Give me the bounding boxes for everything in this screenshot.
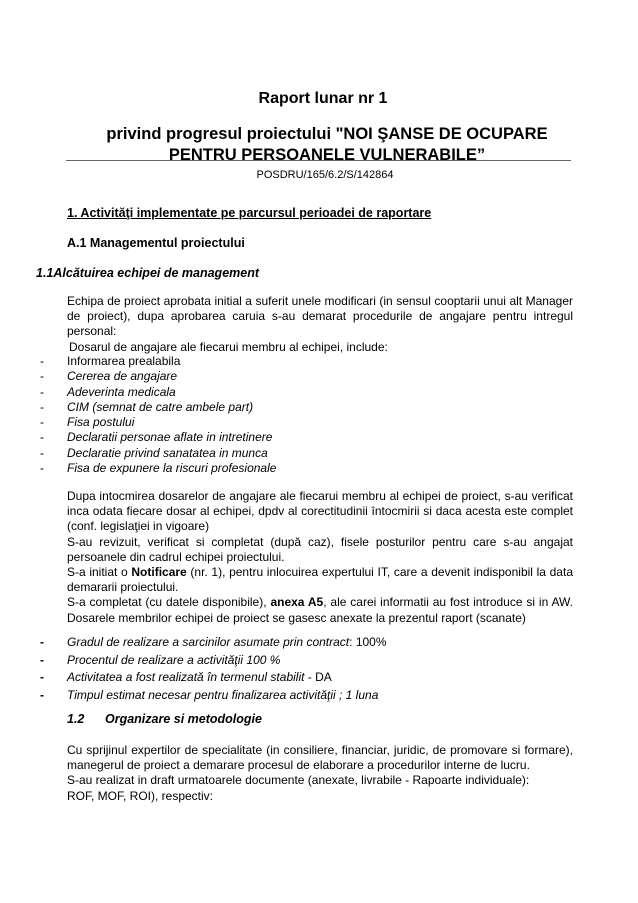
- list-item: - Timpul estimat necesar pentru finalizarea activităţii ; 1 luna: [40, 687, 379, 702]
- paragraph-text: S-au revizuit, verificat si completat (după caz), fisele posturilor pentru care s-au angajat persoanele din cadrul echipei proiectului.: [67, 534, 573, 564]
- paragraph-text: S-a initiat o Notificare (nr. 1), pentru inlocuirea expertului IT, care a devenit indisponibil la data demararii proiectului.: [67, 565, 573, 595]
- list-item: - Declaratie privind sanatatea in munca: [40, 445, 268, 460]
- list-item: - Declaratii personae aflate in intretinere: [40, 430, 273, 445]
- paragraph-text: S-au realizat in draft urmatoarele documente (anexate, livrabile - Rapoarte individuale):: [67, 773, 530, 788]
- section-1-heading: 1. Activităţi implementate pe parcursul perioadei de raportare: [67, 206, 432, 220]
- project-code: POSDRU/165/6.2/S/142864: [256, 169, 394, 181]
- list-item: - Fisa postului: [40, 415, 135, 430]
- intro-text: Echipa de proiect aprobata initial a suferit unele modificari (in sensul cooptarii unui alt Manager de proiect), dupa aprobarea caruia s-au demarat procedurile de angajare pentru intregul personal:: [67, 294, 573, 339]
- list-item: - Adeverinta medicala: [40, 384, 176, 399]
- annex-term: anexa A5: [270, 595, 324, 610]
- header-divider: [66, 160, 571, 161]
- list-item: - Procentul de realizare a activităţii 100 %: [40, 652, 281, 667]
- report-subtitle-line2: PENTRU PERSOANELE VULNERABILE”: [168, 146, 486, 164]
- list-item: - Activitatea a fost realizată în termenul stabilit - DA: [40, 670, 332, 684]
- list-item: - Fisa de expunere la riscuri profesionale: [40, 461, 277, 476]
- paragraph-text: ROF, MOF, ROI), respectiv:: [67, 788, 214, 803]
- methodology-paragraph: [67, 743, 573, 804]
- employment-documents-list: [40, 354, 276, 476]
- list-item: - Informarea prealabila: [40, 354, 181, 368]
- section-1-2-heading: [67, 712, 262, 726]
- paragraph-text: Cu sprijinul expertilor de specialitate (in consiliere, financiar, juridic, de promovare si formare), manegerul de proiect a demarare procesul de elaborare a procedurilor interne de lucru.: [67, 743, 573, 773]
- notification-term: Notificare: [131, 565, 187, 580]
- intro-paragraph: [67, 294, 573, 355]
- list-item: - Gradul de realizare a sarcinilor asumate prin contract: 100%: [40, 635, 387, 649]
- report-subtitle-line1: privind progresul proiectului "NOI ŞANSE DE OCUPARE: [106, 125, 548, 143]
- section-title: Organizare si metodologie: [105, 712, 262, 726]
- intro-text-2: Dosarul de angajare ale fiecarui membru al echipei, include:: [69, 339, 388, 354]
- list-item: - Cererea de angajare: [40, 369, 178, 384]
- section-1-1-heading: 1.1Alcătuirea echipei de management: [36, 266, 260, 280]
- section-a1-heading: A.1 Managementul proiectului: [67, 236, 245, 250]
- status-list: [40, 634, 387, 704]
- section-number: 1.2: [67, 712, 85, 726]
- list-item: - CIM (semnat de catre ambele part): [40, 399, 254, 414]
- progress-paragraph: [67, 489, 573, 626]
- report-title: Raport lunar nr 1: [258, 90, 388, 107]
- paragraph-text: S-a completat (cu datele disponibile), anexa A5, ale carei informatii au fost introduce si in AW. Dosarele membrilor echipei de proiect se gasesc anexate la prezentul raport (scanate): [67, 595, 574, 625]
- paragraph-text: Dupa intocmirea dosarelor de angajare ale fiecarui membru al echipei de proiect, s-au verificat inca odata fiecare dosar al echipei, dpdv al corectitudinii întocmirii si daca acesta este complet (conf. legislaţiei in vigoare): [67, 489, 573, 534]
